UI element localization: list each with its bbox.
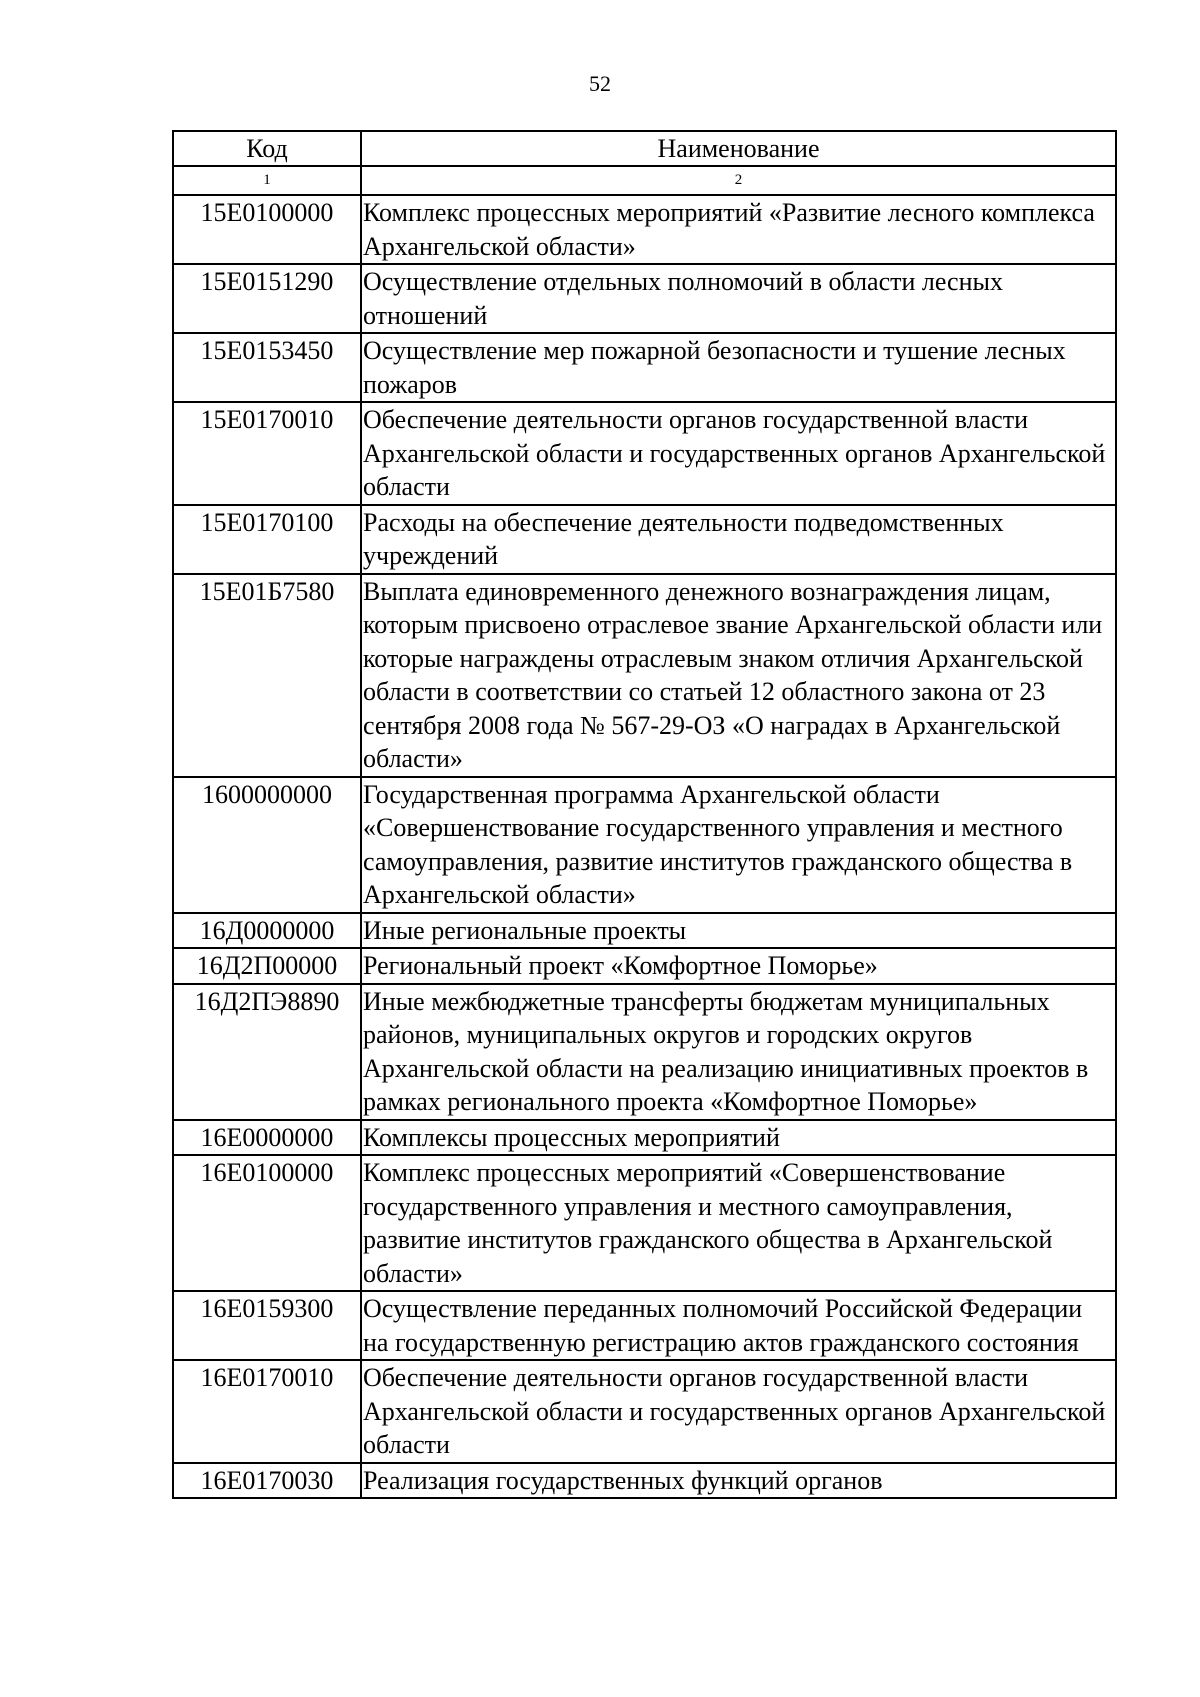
row-name: Выплата единовременного денежного вознаграждения лицам, которым присвоено отраслевое звание Архангельской области или которые награждены отраслевым знаком отличия Архангельской области в соответствии со статьей 12 областного закона от 23 сентября 2008 года № 567-29-ОЗ «О наградах в Архангельской области» xyxy=(361,574,1116,777)
table-row xyxy=(173,948,1116,984)
table-row xyxy=(173,402,1116,505)
row-name: Осуществление отдельных полномочий в области лесных отношений xyxy=(361,264,1116,333)
row-code: 16Е0159300 xyxy=(173,1291,361,1360)
table-row xyxy=(173,195,1116,264)
row-name: Обеспечение деятельности органов государственной власти Архангельской области и государственных органов Архангельской области xyxy=(361,402,1116,505)
row-name: Региональный проект «Комфортное Поморье» xyxy=(361,948,1116,984)
row-name: Иные региональные проекты xyxy=(361,913,1116,949)
column-number-row xyxy=(173,166,1116,195)
row-name: Иные межбюджетные трансферты бюджетам муниципальных районов, муниципальных округов и городских округов Архангельской области на реализацию инициативных проектов в рамках регионального проекта «Комфортное Поморье» xyxy=(361,984,1116,1120)
table-row xyxy=(173,505,1116,574)
table-row xyxy=(173,574,1116,777)
header-code: Код xyxy=(173,131,361,166)
row-name: Реализация государственных функций органов xyxy=(361,1463,1116,1499)
row-code: 16Е0100000 xyxy=(173,1155,361,1291)
row-name: Комплексы процессных мероприятий xyxy=(361,1120,1116,1156)
table-row xyxy=(173,1463,1116,1499)
table-row xyxy=(173,913,1116,949)
row-code: 1600000000 xyxy=(173,777,361,913)
row-code: 15Е0100000 xyxy=(173,195,361,264)
table-row xyxy=(173,264,1116,333)
row-code: 16Д0000000 xyxy=(173,913,361,949)
table-row xyxy=(173,1155,1116,1291)
budget-code-table xyxy=(172,130,1117,1499)
row-code: 16Д2П00000 xyxy=(173,948,361,984)
row-code: 16Е0000000 xyxy=(173,1120,361,1156)
row-code: 15Е0170010 xyxy=(173,402,361,505)
row-code: 16Е0170030 xyxy=(173,1463,361,1499)
header-row xyxy=(173,131,1116,166)
row-name: Комплекс процессных мероприятий «Развитие лесного комплекса Архангельской области» xyxy=(361,195,1116,264)
row-name: Расходы на обеспечение деятельности подведомственных учреждений xyxy=(361,505,1116,574)
row-name: Осуществление мер пожарной безопасности и тушение лесных пожаров xyxy=(361,333,1116,402)
column-number-name: 2 xyxy=(361,166,1116,195)
column-number-code: 1 xyxy=(173,166,361,195)
header-name: Наименование xyxy=(361,131,1116,166)
table-row xyxy=(173,1120,1116,1156)
table-row xyxy=(173,333,1116,402)
table-row xyxy=(173,1291,1116,1360)
row-name: Комплекс процессных мероприятий «Совершенствование государственного управления и местного самоуправления, развитие институтов гражданского общества в Архангельской области» xyxy=(361,1155,1116,1291)
table-row xyxy=(173,1360,1116,1463)
row-code: 15Е01Б7580 xyxy=(173,574,361,777)
row-name: Обеспечение деятельности органов государственной власти Архангельской области и государственных органов Архангельской области xyxy=(361,1360,1116,1463)
row-code: 16Е0170010 xyxy=(173,1360,361,1463)
row-code: 15Е0151290 xyxy=(173,264,361,333)
table-row xyxy=(173,984,1116,1120)
row-code: 15Е0153450 xyxy=(173,333,361,402)
row-code: 16Д2ПЭ8890 xyxy=(173,984,361,1120)
row-name: Государственная программа Архангельской области «Совершенствование государственного управления и местного самоуправления, развитие институтов гражданского общества в Архангельской области» xyxy=(361,777,1116,913)
page-number: 52 xyxy=(589,71,611,96)
table-row xyxy=(173,777,1116,913)
row-name: Осуществление переданных полномочий Российской Федерации на государственную регистрацию актов гражданского состояния xyxy=(361,1291,1116,1360)
row-code: 15Е0170100 xyxy=(173,505,361,574)
